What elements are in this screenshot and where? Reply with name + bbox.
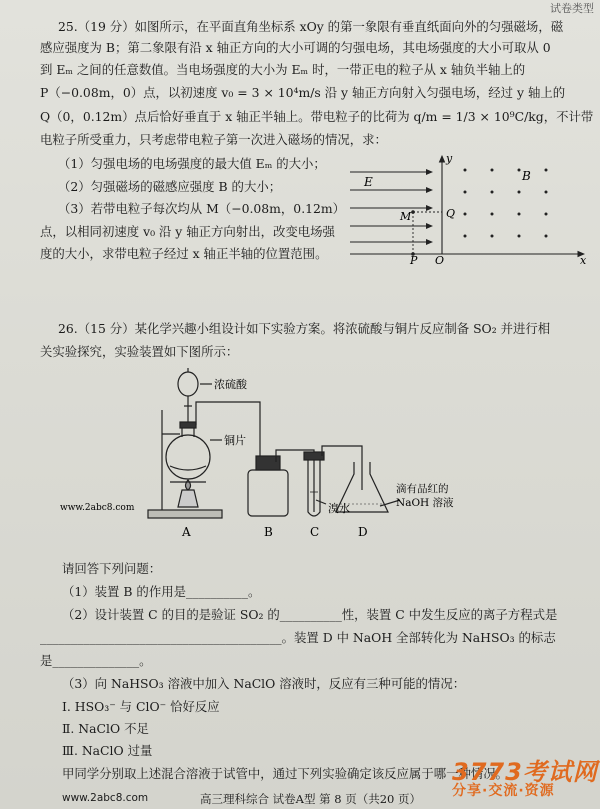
q25-line-4: P（−0.08m，0）点，以初速度 v₀ = 3 × 10⁴m/s 沿 y 轴正方向射入匀强电场，经过 y 轴上的 [40, 85, 566, 100]
bottle-b [248, 470, 288, 516]
footer-page-info: 高三理科综合 试卷A型 第 8 页（共20 页） [200, 792, 422, 806]
footer-site: www.2abc8.com [62, 792, 149, 804]
round-flask [166, 435, 210, 479]
q25-sub-4: 点，以相同初速度 v₀ 沿 y 轴正方向射出，改变电场强 [40, 224, 335, 239]
label-copper: 铜片 [224, 434, 246, 447]
label-conc-acid: 浓硫酸 [214, 378, 247, 391]
q26-line-1: 26.（15 分）某化学兴趣小组设计如下实验方案。将浓硫酸与铜片反应制备 SO₂ 并进行相 [58, 321, 551, 336]
stand-base [148, 510, 222, 518]
watermark-logo: 3773考试网 [452, 758, 598, 786]
label-o: O [435, 254, 445, 267]
label-naoh-1: 滴有品红的 [396, 483, 449, 495]
label-p: P [410, 254, 418, 267]
case-2: Ⅱ. NaClO 不足 [62, 721, 149, 736]
label-b: B [522, 169, 531, 183]
q25-sub-2: （2）匀强磁场的磁感应强度 B 的大小； [58, 179, 282, 194]
letter-b: B [264, 525, 273, 539]
q26-experiment: 甲同学分别取上述混合溶液于试管中，通过下列实验确定该反应属于哪一种情况。 [62, 766, 509, 781]
q25-sub-5: 度的大小，求带电粒子经过 x 轴正半轴的位置范围。 [40, 246, 328, 261]
label-m: M [400, 210, 412, 223]
letter-c: C [310, 525, 320, 539]
q25-line-6: 电粒子所受重力，只考虑带电粒子第一次进入磁场的情况，求： [40, 132, 387, 147]
corner-mark: 试卷类型 [550, 2, 594, 15]
label-y: y [446, 152, 453, 165]
q26-sub-2: （2）设计装置 C 的目的是验证 SO₂ 的__________性，装置 C 中发生反应的离子方程式是 [62, 607, 558, 622]
q26-line-2: 关实验探究，实验装置如下图所示： [40, 344, 239, 359]
separatory-funnel [178, 372, 198, 396]
q26-sub-3: （3）向 NaHSO₃ 溶液中加入 NaClO 溶液时，反应有三种可能的情况： [62, 676, 466, 691]
case-3: Ⅲ. NaClO 过量 [62, 743, 153, 758]
q26-sub-1: （1）装置 B 的作用是__________。 [62, 584, 261, 599]
label-naoh-2: NaOH 溶液 [396, 497, 454, 509]
q25-sub-1: （1）匀强电场的电场强度的最大值 Eₘ 的大小； [58, 156, 326, 171]
case-1: Ⅰ. HSO₃⁻ 与 ClO⁻ 恰好反应 [62, 699, 220, 714]
alcohol-lamp [178, 490, 198, 507]
watermark-slogan: 分享·交流·资源 [452, 783, 555, 799]
magnetic-field-dots [464, 169, 548, 238]
label-x: x [580, 254, 587, 267]
q25-line-5: Q（0，0.12m）点后恰好垂直于 x 轴正半轴上。带电粒子的比荷为 q/m = 1/3 × 10⁹C/kg，不计带 [40, 109, 594, 124]
q25-sub-3: （3）若带电粒子每次均从 M（−0.08m，0.12m） [58, 201, 346, 216]
label-e: E [364, 175, 373, 189]
field-diagram [340, 150, 590, 265]
label-bromine-water: 溴水 [328, 502, 350, 515]
q26-prompt: 请回答下列问题： [62, 561, 162, 576]
letter-a: A [182, 525, 191, 539]
apparatus-diagram [60, 362, 500, 540]
point-m [411, 210, 415, 214]
q25-line-3: 到 Eₘ 之间的任意数值。当电场强度的大小为 Eₘ 时，一带正电的粒子从 x 轴负半轴上的 [40, 62, 526, 77]
q26-sub-2-end: 是______________。 [40, 653, 152, 668]
label-q: Q [446, 207, 456, 220]
q25-line-2: 感应强度为 B；第二象限有沿 x 轴正方向的大小可调的匀强电场，其电场强度的大小可取从 0 [40, 40, 551, 55]
q26-sub-2-cont: _______________________________________。装置 D 中 NaOH 全部转化为 NaHSO₃ 的标志 [40, 630, 556, 645]
q25-line-1: 25.（19 分）如图所示，在平面直角坐标系 xOy 的第一象限有垂直纸面向外的匀强磁场，磁 [58, 19, 564, 34]
site-mark-figure: www.2abc8.com [60, 503, 135, 513]
letter-d: D [358, 525, 368, 539]
